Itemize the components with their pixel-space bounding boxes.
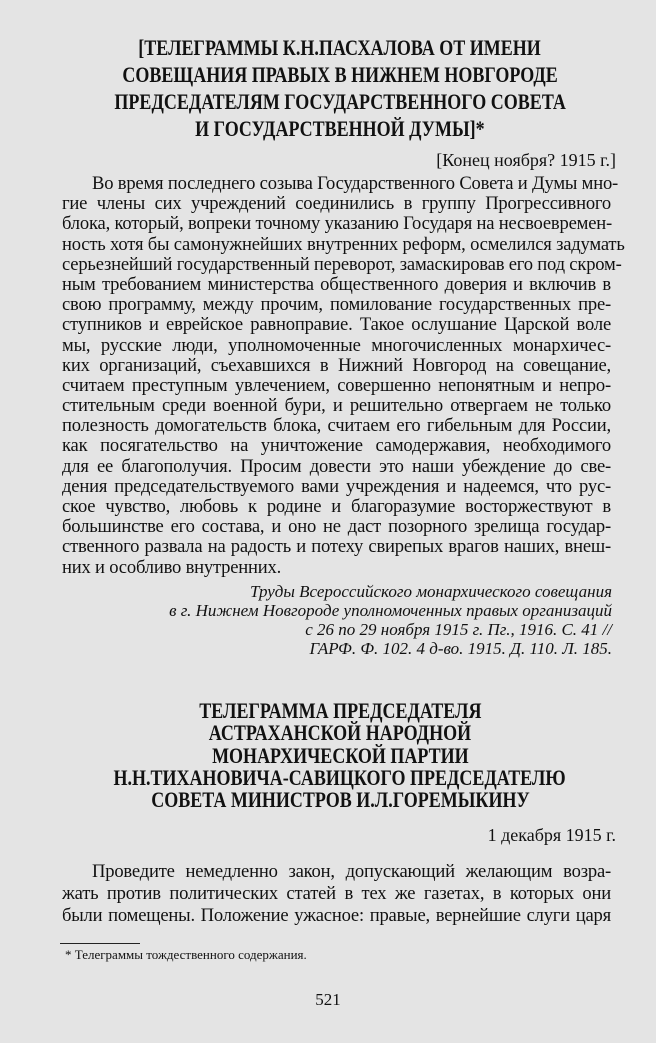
title-line: [ТЕЛЕГРАММЫ К.Н.ПАСХАЛОВА ОТ ИМЕНИ: [138, 35, 542, 60]
body-line: полезность домогательств блока, считаем его гибельным для России,: [62, 415, 611, 437]
document-body-2: [62, 861, 611, 927]
title-line: ТЕЛЕГРАММА ПРЕДСЕДАТЕЛЯ: [198, 698, 482, 723]
document-date-2: 1 декабря 1915 г.: [487, 825, 616, 845]
body-line: как посягательство на уничтожение самодержавия, необходимого: [62, 435, 611, 457]
body-line: блока, который, вопреки точному указанию Государя на несвоевремен-: [62, 213, 613, 235]
citation-line: Труды Всероссийского монархического совещания: [249, 582, 612, 601]
title-line: И ГОСУДАРСТВЕННОЙ ДУМЫ]*: [195, 116, 485, 141]
body-line: ких организаций, съехавшихся в Нижний Новгород на совещание,: [62, 354, 611, 376]
body-line: стительным среди военной бури, и решительно отвергаем не только: [62, 395, 611, 417]
document-title-1: [60, 34, 620, 142]
body-line: ское чувство, любовь к родине и благоразумие восторжествуют в: [62, 496, 611, 517]
title-line: СОВЕТА МИНИСТРОВ И.Л.ГОРЕМЫКИНУ: [150, 787, 530, 813]
title-line: ПРЕДСЕДАТЕЛЯМ ГОСУДАРСТВЕННОГО СОВЕТА: [114, 89, 566, 114]
body-line: большинстве его состава, и оно не даст позорного зрелища государ-: [62, 516, 611, 538]
document-title-2: [60, 700, 620, 811]
body-line: жать против политических статей в тех же газетах, в которых они: [62, 883, 611, 904]
body-line: Во время последнего созыва Государственного Совета и Думы мно-: [92, 173, 619, 194]
title-line: Н.Н.ТИХАНОВИЧА-САВИЦКОГО ПРЕДСЕДАТЕЛЮ: [113, 764, 567, 790]
document-body-1: [62, 173, 625, 578]
document-date-1: [Конец ноября? 1915 г.]: [436, 150, 616, 170]
citation-line: с 26 по 29 ноября 1915 г. Пг., 1916. С. 41 //: [305, 620, 612, 639]
body-line: мы, русские люди, уполномоченные многочисленных монархичес-: [62, 334, 611, 356]
footnote: * Телеграммы тождественного содержания.: [65, 947, 307, 962]
page-number: 521: [315, 990, 341, 1009]
body-line: гие члены сих учреждений соединились в группу Прогрессивного: [62, 193, 611, 215]
title-line: МОНАРХИЧЕСКОЙ ПАРТИИ: [211, 742, 469, 768]
body-line: дения председательствуемого вами учреждения и надеемся, что рус-: [62, 475, 611, 497]
citation-line: в г. Нижнем Новгороде уполномоченных правых организаций: [169, 601, 612, 620]
title-line: АСТРАХАНСКОЙ НАРОДНОЙ: [208, 720, 472, 746]
source-citation: [169, 582, 612, 658]
body-line: ным требованием министерства общественного доверия и включив в: [62, 273, 611, 295]
body-line: серьезнейший государственный переворот, замаскировав его под скром-: [62, 253, 622, 275]
title-line: СОВЕЩАНИЯ ПРАВЫХ В НИЖНЕМ НОВГОРОДЕ: [122, 62, 558, 87]
footnote-divider: [60, 943, 140, 944]
body-line: них и особливо внутренних.: [62, 556, 282, 578]
body-line: свою программу, между прочим, помилование государственных пре-: [62, 294, 611, 316]
body-line: считаем преступным увлечением, совершенно непонятным и непро-: [62, 374, 611, 396]
body-line: для ее благополучия. Просим довести это наши убеждение до све-: [62, 455, 611, 477]
citation-line: ГАРФ. Ф. 102. 4 д-во. 1915. Д. 110. Л. 185.: [309, 639, 612, 658]
body-line: Проведите немедленно закон, допускающий желающим возра-: [92, 861, 611, 882]
body-line: были помещены. Положение ужасное: правые, вернейшие слуги царя: [62, 905, 611, 926]
body-line: ность хотя бы самонужнейших внутренних реформ, осмелился задумать: [62, 233, 625, 255]
body-line: ступников и еврейское равноправие. Такое ослушание Царской воле: [62, 314, 611, 336]
body-line: ственного развала на радость и потеху свирепых врагов наших, внеш-: [62, 536, 611, 558]
